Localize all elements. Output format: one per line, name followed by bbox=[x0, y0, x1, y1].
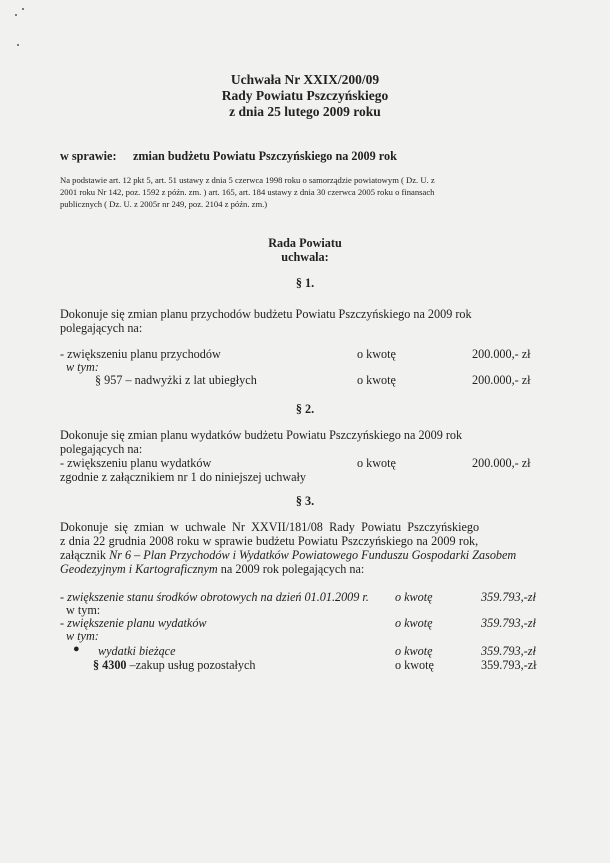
section-3-row-kwota: o kwotę bbox=[395, 590, 433, 604]
council-heading: Rada Powiatu bbox=[268, 236, 342, 250]
section-3-wtym: w tym: bbox=[66, 629, 99, 643]
legal-basis-line: Na podstawie art. 12 pkt 5, art. 51 ustawy z dnia 5 czerwca 1998 roku o samorządzie powiatowym ( Dz. U. z bbox=[60, 175, 435, 185]
resolution-number: Uchwała Nr XXIX/200/09 bbox=[230, 72, 380, 87]
scan-speck bbox=[22, 8, 24, 10]
council-decides: uchwala: bbox=[281, 250, 329, 264]
council-name: Rady Powiatu Pszczyńskiego bbox=[221, 88, 389, 103]
section-3-text: Dokonuje się zmian w uchwale Nr XXVII/181/08 Rady Powiatu Pszczyńskiego bbox=[60, 520, 480, 534]
section-3-text bbox=[60, 562, 364, 576]
section-3-row-value: 359.793,-zł bbox=[481, 658, 537, 672]
section-3-text-italic: Nr 6 – Plan Przychodów i Wydatków Powiatowego Funduszu Gospodarki Zasobem bbox=[109, 548, 517, 562]
section-3-row-label bbox=[93, 658, 255, 672]
section-3-text-italic: Geodezyjnym i Kartograficznym bbox=[60, 562, 218, 576]
bullet-icon: ● bbox=[73, 643, 80, 655]
resolution-date: z dnia 25 lutego 2009 roku bbox=[229, 104, 381, 119]
section-3-row-value: 359.793,-zł bbox=[481, 590, 536, 604]
section-1-row-label: § 957 – nadwyżki z lat ubiegłych bbox=[95, 373, 257, 387]
legal-basis-line: 2001 roku Nr 142, poz. 1592 z późn. zm. ) art. 165, art. 184 ustawy z dnia 30 czerwca 2005 roku o finansach bbox=[60, 187, 435, 197]
section-2-intro: polegających na: bbox=[60, 442, 143, 456]
section-1-row-kwota: o kwotę bbox=[357, 347, 396, 361]
section-1-row-value: 200.000,- zł bbox=[472, 373, 531, 387]
section-3-row-label: wydatki bieżące bbox=[98, 644, 176, 658]
section-2-heading: § 2. bbox=[295, 402, 315, 416]
section-2-row-label: - zwiększeniu planu wydatków bbox=[60, 456, 212, 470]
section-2-row-value: 200.000,- zł bbox=[472, 456, 531, 470]
section-2-note: zgodnie z załącznikiem nr 1 do niniejszej uchwały bbox=[60, 470, 307, 484]
legal-basis-line: publicznych ( Dz. U. z 2005r nr 249, poz. 2104 z późn. zm.) bbox=[60, 199, 268, 209]
section-3-row-code: § 4300 bbox=[93, 658, 127, 672]
section-2-row-kwota: o kwotę bbox=[357, 456, 396, 470]
section-3-row-label: - zwiększenie stanu środków obrotowych na dzień 01.01.2009 r. bbox=[60, 590, 369, 604]
section-3-row-kwota: o kwotę bbox=[395, 644, 433, 658]
section-3-row-kwota: o kwotę bbox=[395, 616, 433, 630]
section-3-row-value: 359.793,-zł bbox=[481, 644, 536, 658]
section-1-intro: polegających na: bbox=[60, 321, 143, 335]
section-1-row-value: 200.000,- zł bbox=[472, 347, 531, 361]
section-3-row-label: - zwiększenie planu wydatków bbox=[60, 616, 207, 630]
section-1-heading: § 1. bbox=[295, 276, 315, 290]
section-3-text bbox=[60, 548, 516, 562]
scan-speck bbox=[17, 44, 19, 46]
subject-label: w sprawie: bbox=[60, 149, 117, 163]
section-1-wtym: w tym: bbox=[66, 360, 99, 374]
section-1-intro: Dokonuje się zmian planu przychodów budżetu Powiatu Pszczyńskiego na 2009 rok bbox=[60, 307, 472, 321]
section-3-text-normal: na 2009 rok polegających na: bbox=[217, 562, 365, 576]
section-3-text-normal: załącznik bbox=[60, 548, 110, 562]
section-3-wtym: w tym: bbox=[66, 603, 101, 617]
section-3-row-kwota: o kwotę bbox=[395, 658, 434, 672]
section-1-row-kwota: o kwotę bbox=[357, 373, 396, 387]
section-3-heading: § 3. bbox=[295, 494, 315, 508]
section-1-row-label: - zwiększeniu planu przychodów bbox=[60, 347, 221, 361]
section-3-row-label-text: –zakup usług pozostałych bbox=[126, 658, 256, 672]
section-3-row-value: 359.793,-zł bbox=[481, 616, 536, 630]
section-3-text: z dnia 22 grudnia 2008 roku w sprawie budżetu Powiatu Pszczyńskiego na 2009 rok, bbox=[60, 534, 479, 548]
section-2-intro: Dokonuje się zmian planu wydatków budżetu Powiatu Pszczyńskiego na 2009 rok bbox=[60, 428, 463, 442]
subject-text: zmian budżetu Powiatu Pszczyńskiego na 2009 rok bbox=[133, 149, 397, 163]
scan-speck bbox=[15, 14, 17, 16]
